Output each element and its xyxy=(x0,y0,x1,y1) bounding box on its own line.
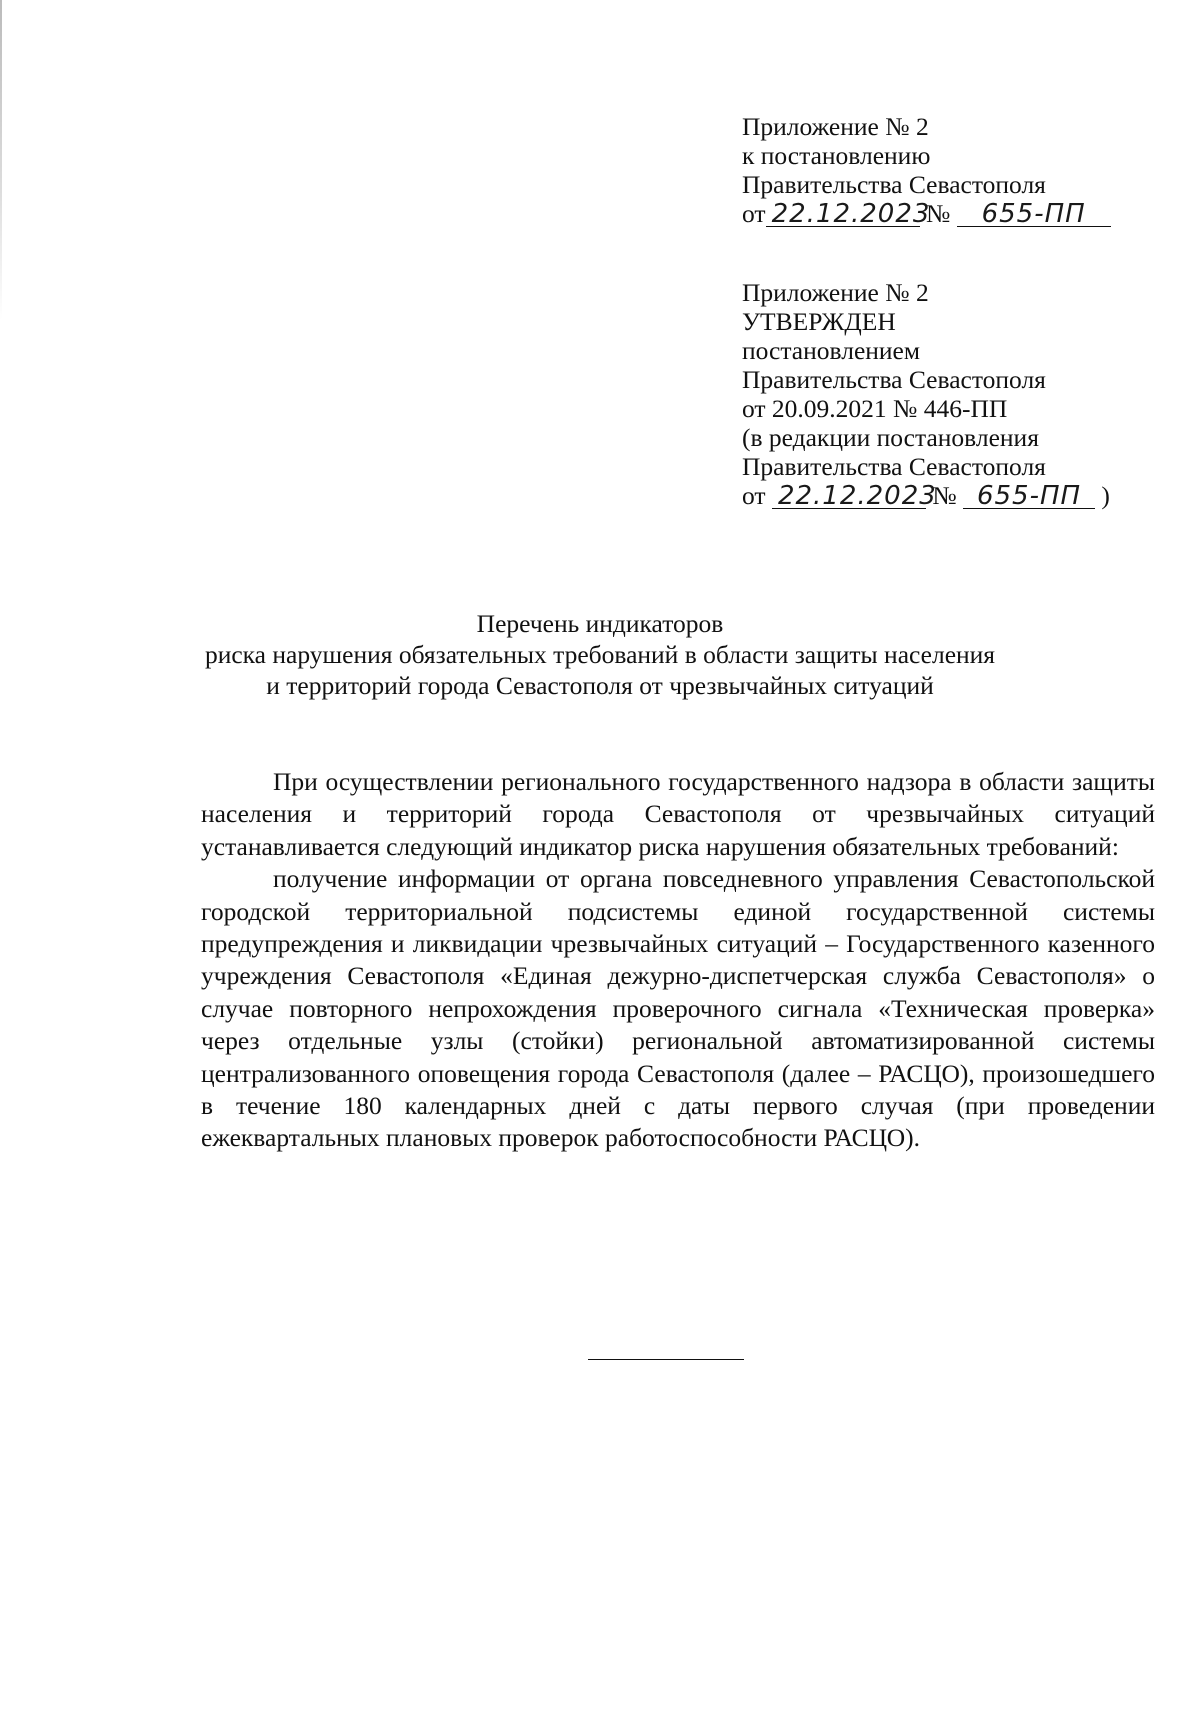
title-line3: и территорий города Севастополя от чрезвычайных ситуаций xyxy=(266,671,934,700)
title-line1: Перечень индикаторов xyxy=(476,609,724,638)
annex-current-date-line xyxy=(742,199,1111,228)
body-paragraph-1: При осуществлении регионального государственного надзора в области защиты населения и территорий города Севастополя от чрезвычайных ситуаций устанавливается следующий индикатор риска нарушения обязательных требований: xyxy=(201,767,1155,861)
body-paragraph-2: получение информации от органа повседневного управления Севастопольской городской территориальной подсистемы единой государственной системы предупреждения и ликвидации чрезвычайных ситуаций – Государственного казенного учреждения Севастополя «Единая дежурно-диспетчерская служба Севастополя» о случае повторного непрохождения проверочного сигнала «Техническая проверка» через отдельные узлы (стойки) региональной автоматизированной системы централизованного оповещения города Севастополя (далее – РАСЦО), произошедшего в течение 180 календарных дней с даты первого случая (при проведении ежеквартальных плановых проверок работоспособности РАСЦО). xyxy=(201,864,1155,1153)
annex-original-handwritten-number: 655-ПП xyxy=(963,484,1095,509)
document-body xyxy=(201,766,1155,1155)
annex-original-line2: УТВЕРЖДЕН xyxy=(742,307,896,336)
scan-edge-mark xyxy=(0,0,2,320)
annex-current-number-prefix: № xyxy=(925,199,951,228)
annex-original-closing-paren: ) xyxy=(1101,481,1110,510)
annex-original-line7: Правительства Севастополя xyxy=(742,452,1046,481)
annex-original-number-prefix: № xyxy=(932,481,957,510)
annex-original-from-prefix: от xyxy=(742,481,766,510)
annex-current-line1: Приложение № 2 xyxy=(742,112,929,141)
annex-current-handwritten-number: 655-ПП xyxy=(957,202,1111,227)
annex-original-line4: Правительства Севастополя xyxy=(742,365,1046,394)
title-line2: риска нарушения обязательных требований в области защиты населения xyxy=(204,640,996,669)
annex-original-handwritten-date: 22.12.2023 xyxy=(772,484,926,509)
annex-current-block xyxy=(742,112,1111,228)
document-title xyxy=(180,608,1020,701)
annex-original-line6: (в редакции постановления xyxy=(742,423,1039,452)
annex-original-line3: постановлением xyxy=(742,336,921,365)
end-separator-line xyxy=(588,1359,744,1360)
annex-current-from-prefix: от xyxy=(742,199,766,228)
annex-original-block xyxy=(742,278,1110,510)
annex-current-handwritten-date: 22.12.2023 xyxy=(766,202,920,227)
annex-current-line2: к постановлению xyxy=(742,141,931,170)
annex-original-line1: Приложение № 2 xyxy=(742,278,929,307)
annex-current-line3: Правительства Севастополя xyxy=(742,170,1046,199)
annex-original-line5: от 20.09.2021 № 446-ПП xyxy=(742,394,1008,423)
annex-original-date-line xyxy=(742,481,1110,510)
